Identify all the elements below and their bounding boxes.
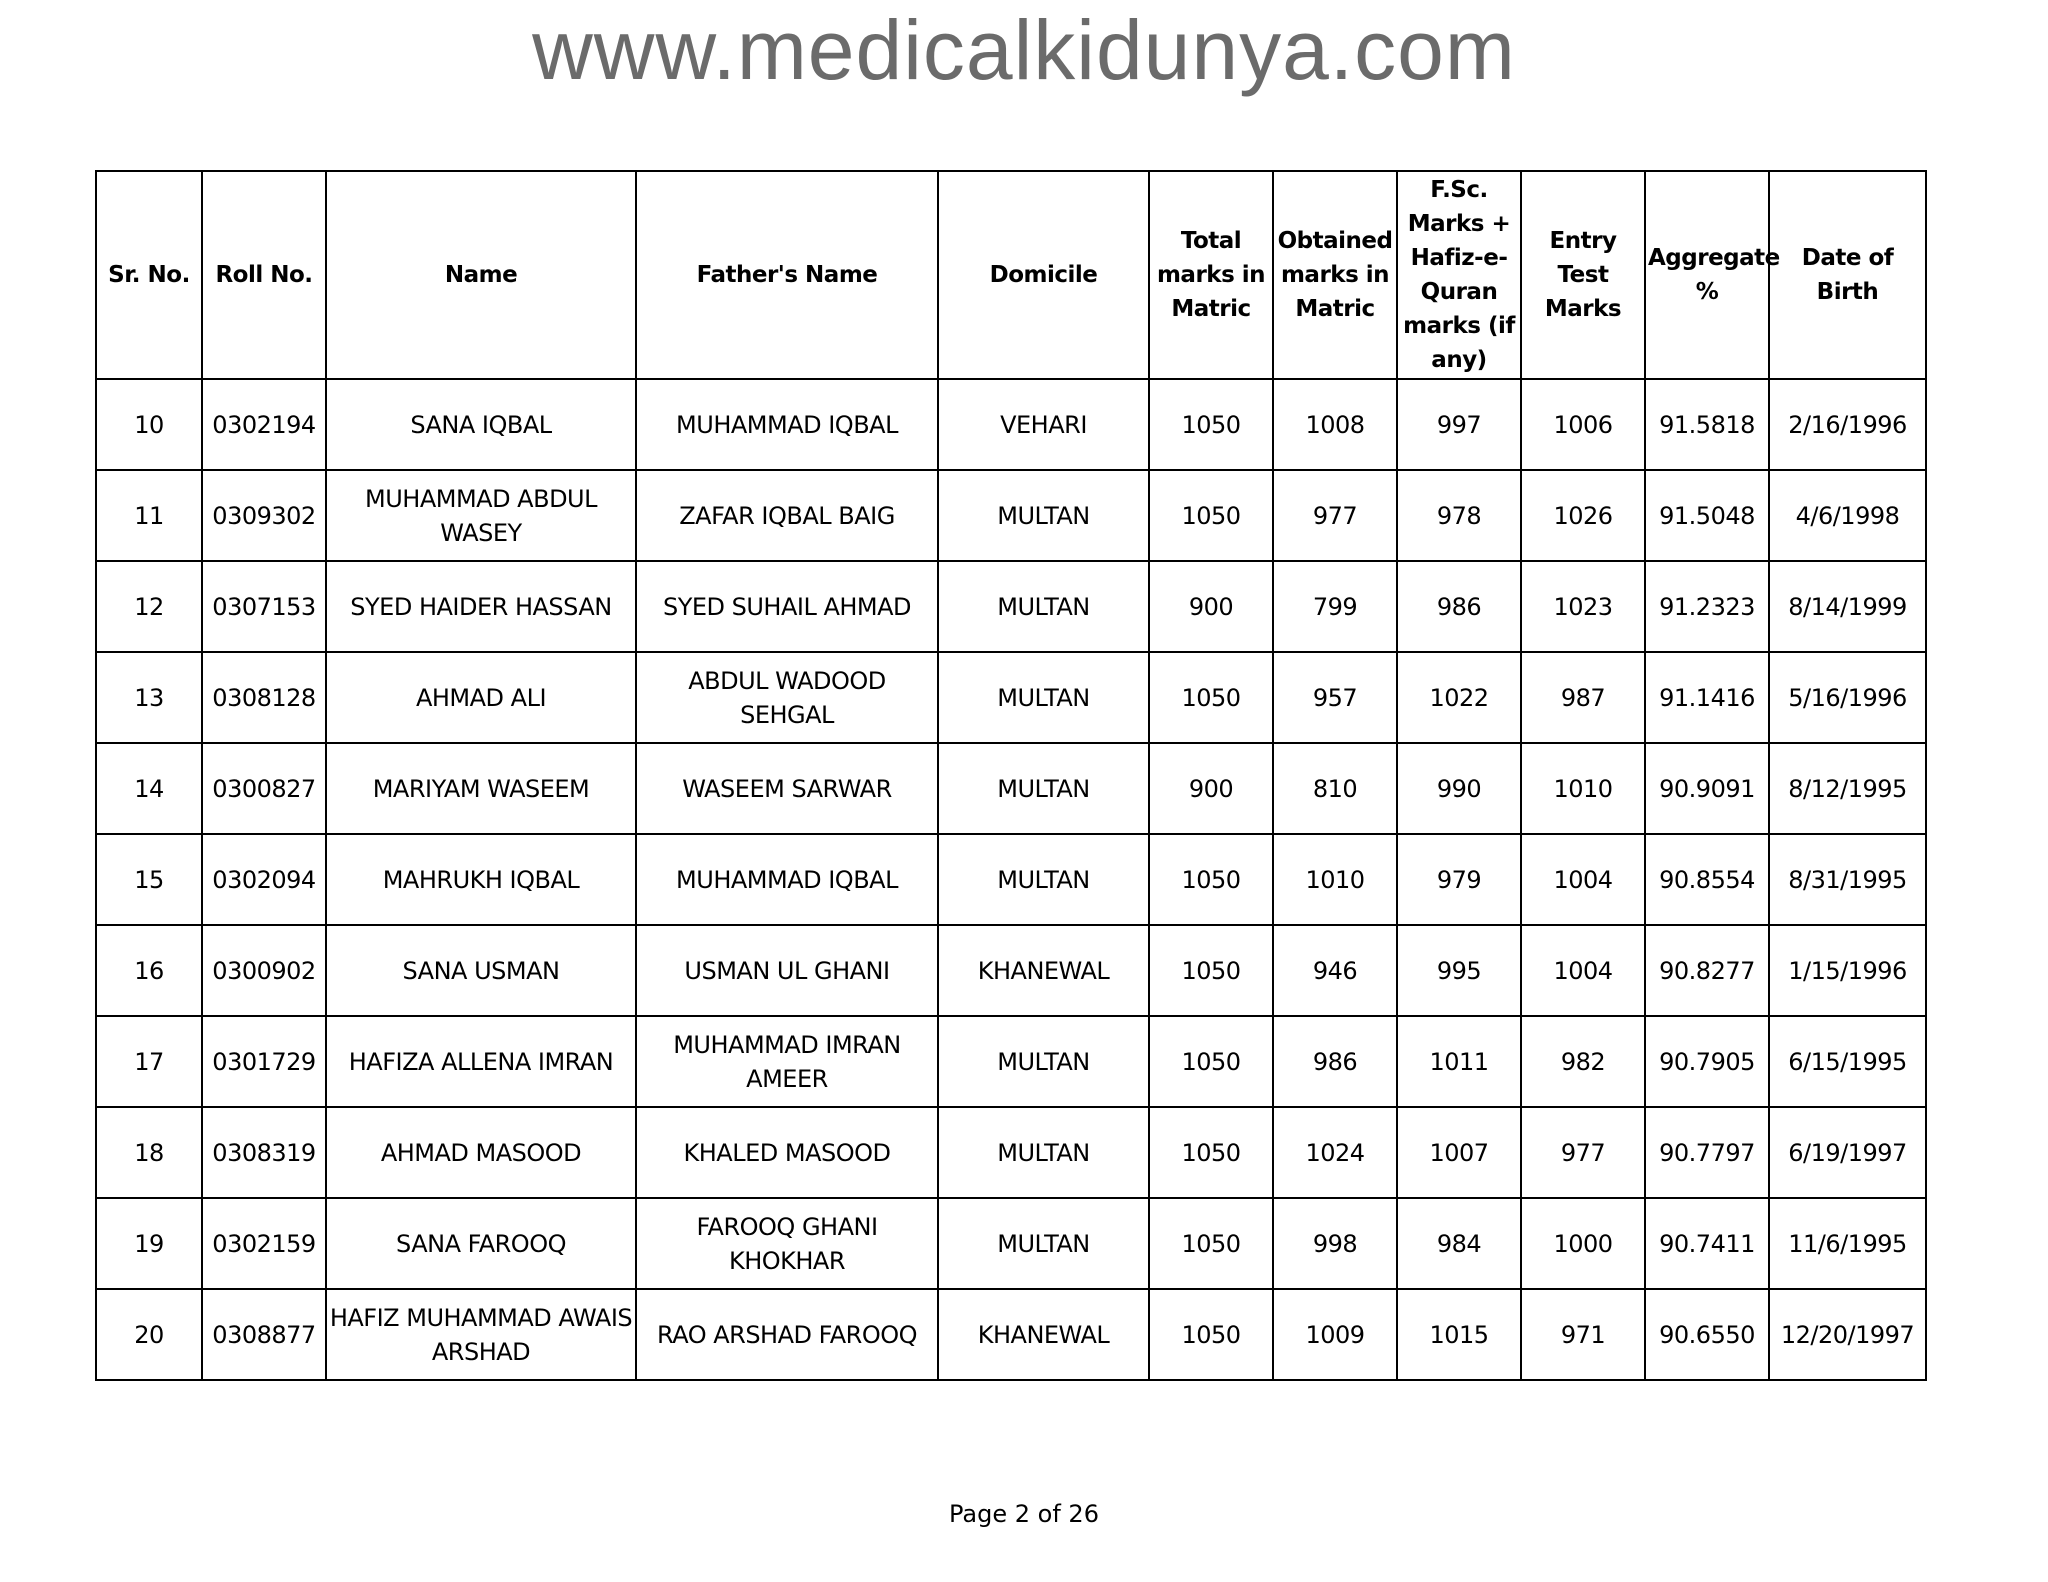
cell-total-marks: 1050 [1149,652,1273,743]
header-obtained-marks-matric: Obtained marks in Matric [1273,171,1397,379]
table-row [96,379,1926,470]
cell-fathers-name: ZAFAR IQBAL BAIG [636,470,938,561]
cell-name: SANA FAROOQ [326,1198,636,1289]
cell-aggregate: 91.5048 [1645,470,1769,561]
cell-obtained-marks: 986 [1273,1016,1397,1107]
cell-roll-no: 0302094 [202,834,326,925]
header-domicile: Domicile [938,171,1149,379]
cell-name: SANA USMAN [326,925,636,1016]
cell-roll-no: 0301729 [202,1016,326,1107]
header-fsc-marks: F.Sc. Marks + Hafiz-e-Quran marks (if any) [1397,171,1521,379]
header-fathers-name: Father's Name [636,171,938,379]
cell-name: SANA IQBAL [326,379,636,470]
cell-dob: 12/20/1997 [1769,1289,1926,1380]
cell-fathers-name: MUHAMMAD IQBAL [636,834,938,925]
cell-total-marks: 1050 [1149,1016,1273,1107]
cell-fsc-marks: 979 [1397,834,1521,925]
cell-fathers-name: FAROOQ GHANI KHOKHAR [636,1198,938,1289]
table-row [96,470,1926,561]
cell-roll-no: 0302159 [202,1198,326,1289]
cell-domicile: KHANEWAL [938,925,1149,1016]
cell-domicile: MULTAN [938,743,1149,834]
table-row [96,1198,1926,1289]
cell-domicile: MULTAN [938,1198,1149,1289]
header-date-of-birth: Date of Birth [1769,171,1926,379]
cell-roll-no: 0302194 [202,379,326,470]
cell-name: MAHRUKH IQBAL [326,834,636,925]
cell-aggregate: 90.9091 [1645,743,1769,834]
cell-entry-test: 1023 [1521,561,1645,652]
cell-fathers-name: USMAN UL GHANI [636,925,938,1016]
cell-entry-test: 1000 [1521,1198,1645,1289]
cell-fsc-marks: 997 [1397,379,1521,470]
cell-dob: 8/31/1995 [1769,834,1926,925]
cell-entry-test: 977 [1521,1107,1645,1198]
cell-name: MARIYAM WASEEM [326,743,636,834]
cell-entry-test: 1004 [1521,925,1645,1016]
cell-dob: 11/6/1995 [1769,1198,1926,1289]
cell-total-marks: 1050 [1149,379,1273,470]
cell-entry-test: 971 [1521,1289,1645,1380]
cell-fsc-marks: 978 [1397,470,1521,561]
header-sr-no: Sr. No. [96,171,202,379]
cell-entry-test: 987 [1521,652,1645,743]
cell-dob: 8/14/1999 [1769,561,1926,652]
cell-name: AHMAD MASOOD [326,1107,636,1198]
cell-obtained-marks: 810 [1273,743,1397,834]
cell-total-marks: 900 [1149,743,1273,834]
cell-aggregate: 90.6550 [1645,1289,1769,1380]
cell-domicile: MULTAN [938,470,1149,561]
cell-sr-no: 11 [96,470,202,561]
cell-sr-no: 20 [96,1289,202,1380]
header-total-marks-matric: Total marks in Matric [1149,171,1273,379]
table-row [96,925,1926,1016]
cell-total-marks: 1050 [1149,925,1273,1016]
cell-entry-test: 1010 [1521,743,1645,834]
cell-aggregate: 90.8277 [1645,925,1769,1016]
cell-obtained-marks: 957 [1273,652,1397,743]
cell-sr-no: 15 [96,834,202,925]
cell-aggregate: 91.1416 [1645,652,1769,743]
cell-obtained-marks: 799 [1273,561,1397,652]
header-aggregate: Aggregate % [1645,171,1769,379]
cell-fsc-marks: 984 [1397,1198,1521,1289]
cell-entry-test: 1006 [1521,379,1645,470]
table-row [96,652,1926,743]
cell-name: MUHAMMAD ABDUL WASEY [326,470,636,561]
table-body [96,379,1926,1380]
cell-dob: 5/16/1996 [1769,652,1926,743]
cell-dob: 2/16/1996 [1769,379,1926,470]
cell-domicile: KHANEWAL [938,1289,1149,1380]
cell-aggregate: 91.5818 [1645,379,1769,470]
cell-fathers-name: MUHAMMAD IQBAL [636,379,938,470]
cell-obtained-marks: 1024 [1273,1107,1397,1198]
cell-fsc-marks: 990 [1397,743,1521,834]
header-entry-test-marks: Entry Test Marks [1521,171,1645,379]
cell-name: AHMAD ALI [326,652,636,743]
cell-dob: 4/6/1998 [1769,470,1926,561]
header-roll-no: Roll No. [202,171,326,379]
cell-sr-no: 16 [96,925,202,1016]
cell-obtained-marks: 1009 [1273,1289,1397,1380]
table-row [96,1289,1926,1380]
cell-roll-no: 0300902 [202,925,326,1016]
cell-fathers-name: RAO ARSHAD FAROOQ [636,1289,938,1380]
cell-roll-no: 0300827 [202,743,326,834]
cell-fsc-marks: 1007 [1397,1107,1521,1198]
cell-domicile: MULTAN [938,834,1149,925]
table-header-row [96,171,1926,379]
cell-roll-no: 0308877 [202,1289,326,1380]
table-row [96,834,1926,925]
header-name: Name [326,171,636,379]
cell-entry-test: 1004 [1521,834,1645,925]
cell-fathers-name: KHALED MASOOD [636,1107,938,1198]
cell-roll-no: 0308319 [202,1107,326,1198]
cell-aggregate: 90.7797 [1645,1107,1769,1198]
cell-total-marks: 1050 [1149,1107,1273,1198]
cell-aggregate: 91.2323 [1645,561,1769,652]
cell-obtained-marks: 1010 [1273,834,1397,925]
cell-entry-test: 982 [1521,1016,1645,1107]
table-row [96,743,1926,834]
cell-fathers-name: SYED SUHAIL AHMAD [636,561,938,652]
cell-fathers-name: MUHAMMAD IMRAN AMEER [636,1016,938,1107]
cell-domicile: MULTAN [938,561,1149,652]
cell-aggregate: 90.7411 [1645,1198,1769,1289]
cell-fsc-marks: 1022 [1397,652,1521,743]
watermark-url: www.medicalkidunya.com [532,3,1516,97]
table-row [96,561,1926,652]
cell-fathers-name: WASEEM SARWAR [636,743,938,834]
cell-sr-no: 13 [96,652,202,743]
page-number: Page 2 of 26 [949,1500,1099,1528]
cell-roll-no: 0307153 [202,561,326,652]
cell-dob: 8/12/1995 [1769,743,1926,834]
cell-total-marks: 1050 [1149,1289,1273,1380]
cell-sr-no: 17 [96,1016,202,1107]
cell-total-marks: 1050 [1149,834,1273,925]
cell-roll-no: 0308128 [202,652,326,743]
cell-fsc-marks: 986 [1397,561,1521,652]
cell-entry-test: 1026 [1521,470,1645,561]
cell-total-marks: 1050 [1149,1198,1273,1289]
cell-obtained-marks: 977 [1273,470,1397,561]
cell-domicile: MULTAN [938,652,1149,743]
cell-fsc-marks: 1015 [1397,1289,1521,1380]
table-row [96,1107,1926,1198]
cell-name: HAFIZ MUHAMMAD AWAIS ARSHAD [326,1289,636,1380]
cell-domicile: MULTAN [938,1107,1149,1198]
cell-name: HAFIZA ALLENA IMRAN [326,1016,636,1107]
cell-sr-no: 18 [96,1107,202,1198]
cell-domicile: MULTAN [938,1016,1149,1107]
cell-name: SYED HAIDER HASSAN [326,561,636,652]
cell-fsc-marks: 995 [1397,925,1521,1016]
cell-obtained-marks: 998 [1273,1198,1397,1289]
cell-aggregate: 90.8554 [1645,834,1769,925]
cell-sr-no: 12 [96,561,202,652]
cell-fathers-name: ABDUL WADOOD SEHGAL [636,652,938,743]
cell-domicile: VEHARI [938,379,1149,470]
cell-dob: 6/15/1995 [1769,1016,1926,1107]
cell-sr-no: 10 [96,379,202,470]
merit-list-table [95,170,1927,1381]
cell-sr-no: 14 [96,743,202,834]
cell-dob: 1/15/1996 [1769,925,1926,1016]
cell-fsc-marks: 1011 [1397,1016,1521,1107]
cell-aggregate: 90.7905 [1645,1016,1769,1107]
cell-total-marks: 1050 [1149,470,1273,561]
cell-obtained-marks: 1008 [1273,379,1397,470]
cell-dob: 6/19/1997 [1769,1107,1926,1198]
cell-roll-no: 0309302 [202,470,326,561]
cell-obtained-marks: 946 [1273,925,1397,1016]
cell-sr-no: 19 [96,1198,202,1289]
cell-total-marks: 900 [1149,561,1273,652]
table-row [96,1016,1926,1107]
